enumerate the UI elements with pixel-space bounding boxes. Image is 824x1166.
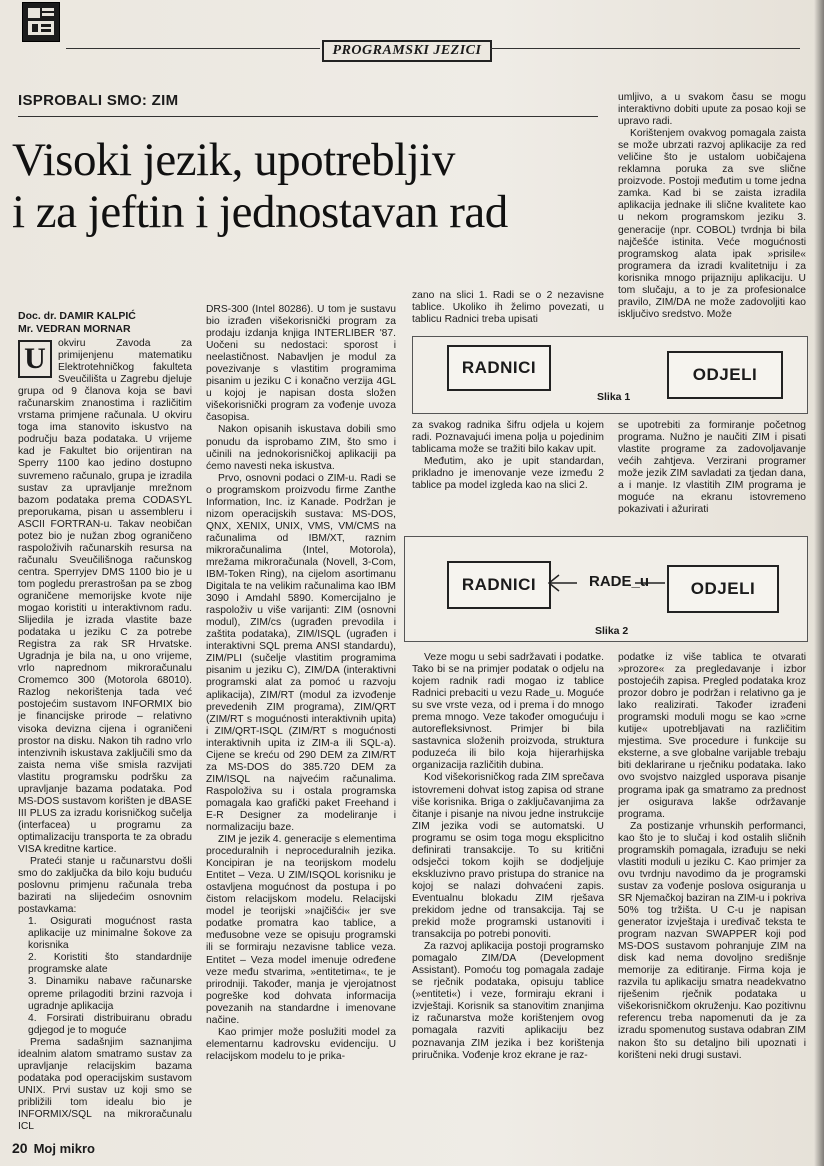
page-footer bbox=[12, 1140, 212, 1156]
paragraph: U okviru Zavoda za primijenjenu matematiku Elektrotehničkog fakulteta Sveučilišta u Zagrebu djeluje grupa od 9 članova koja se bavi računarskim znanostima i različitim vrstama primjene računala. U okviru toga ima stanovito iskustvo na području baza podataka. U vrijeme kad je Fakultet bio orijentiran na Sperry 1100 kao jedino dostupno suvremeno računalo, grupa je izradila sustav za upravljanje mrežnom bazom podataka prema CODASYL preporukama, pisan u assembleru i ASCII FORTRAN-u. Takav neobičan potez bio je nužan zbog ograničeno raspoloživih računarskih resursa na računalu Sveučilišnoga računskog centra. Sperryjev DMS 1100 bio je u tom pogledu prerastrošan pa se zbog ograničene memorijske kvote nije mogao koristiti u interaktivnom radu. Slijedila je izrada vlastite baze podataka u jeziku C za potrebe Registra za rak SR Hrvatske. Ugradnja je bila na, u ono vrijeme, vrlo naprednom mikroračunalu Cromemco 300 (Motorola 68010). Razlog nekorištenja tada već postojećim sustavom INFORMIX bio je financijske prirode – relativno visoka devizna cijena i ograničeni prostor na disku. Nakon tih radno vrlo intenzivnih iskustava zaključili smo da zaista nema više smisla razvijati vlastitu programsku podršku za upravljanje bazama podataka. Pod MS-DOS sustavom korišten je dBASE III PLUS za izradu korisničkog sučelja (interfacea) u programu za optimalizaciju transporta te za obradu VISA kreditne kartice. bbox=[18, 338, 192, 855]
relationship-label: RADE_u bbox=[588, 573, 649, 590]
paragraph: Veze mogu u sebi sadržavati i podatke. Tako bi se na primjer podatak o odjelu na kojem radnik radi mogao iz tablice Radnici prebaciti u vezu Rade_u. Moguće su sve vrste veza, od i prema i do mnogo prema mnogo. Veze također omogućuju i autorefleksivnost. Primjer bi bila sastavnica složenih proizvoda, struktura poduzeća ili bilo koja hijerarhijska organizacija različitih dubina. bbox=[412, 652, 604, 772]
column-3-mid bbox=[412, 420, 604, 530]
kicker: ISPROBALI SMO: ZIM bbox=[18, 92, 179, 109]
headline-line-2: i za jeftin i jednostavan rad bbox=[12, 186, 508, 238]
list-item: 2. Koristiti što standardnije programske alate bbox=[28, 952, 192, 976]
drop-cap: U bbox=[18, 340, 52, 378]
paragraph: Prvo, osnovni podaci o ZIM-u. Radi se o programskom proizvodu firme Zanthe Information, Inc. iz Kanade. Podržan je nizom operacijskih sustava: MS-DOS, QNX, XENIX, UNIX, VMS, VM/CMS na računalima od IBM/XT, raznim mikroračunalima (Intel, Motorola), mrežama mikroračunala (Novell, 3-Com, IBM-Token Ring), na cijelom asortimanu Digitala te na velikim računalima kao IBM 3090 i Amdahl 5890. Komercijalno je raspoloživ u više varijanti: ZIM (osnovni modul), ZIM/cs (ugrađen prevodila i zaštita podataka), ZIM/ISQL (ugrađen i interaktivni SQL prema ANSI standardu), ZIM/PLI (sučelje vlastitim programima pisanim u jeziku C), ZIM/DA (interaktivni programski alat za pomoć u razvoju aplikacija), ZIM/RT (modul za izvođenje prevedenih ZIM programa), ZIM/QRT (ZIM/RT s mogućnosti interaktivnih upita) i ZIM/QRT-ISQL (ZIM/RT s mogućnosti interaktivnih upita iz ZIM-a ili SQL-a). Cijene se kreću od 290 DEM za ZIM/RT za MS-DOS do 385.720 DEM za ZIM/ISQL na najvećim računalima. Raspoloživa su i ostala programska pomagala kao grafički paket Freehand i E-R Designer za modeliranje i normalizaciju baze. bbox=[206, 472, 396, 834]
headline-line-1: Visoki jezik, upotrebljiv bbox=[12, 134, 455, 186]
table-box-radnici: RADNICI bbox=[447, 561, 551, 609]
column-2 bbox=[206, 304, 396, 1134]
paragraph: Prateći stanje u računarstvu došli smo do zaključka da bilo koju buduću poslovnu primjenu računala treba bazirati na slijedećim osnovnim postavkama: bbox=[18, 856, 192, 916]
column-4-bottom bbox=[618, 652, 806, 1134]
list-item: 3. Dinamiku nabave računarske opreme prilagoditi brzini razvoja i ugradnje aplikacija bbox=[28, 976, 192, 1012]
paragraph: Korištenjem ovakvog pomagala zaista se može ubrzati razvoj aplikacije za red veličine što je ustalom uobičajena reklamna poruka za sve slične proizvode. Postoji međutim u tome jedna zamka. Kad bi se zaista izradila aplikacija jednake ili slične kvalitete kao u nekom programskom jeziku 3. generacije (npr. COBOL) tvrdnja bi bila najčešće istinita. Veće mogućnosti programskog alata ipak »prisile« programera da izradi kvalitetniju i za korisnika mnogo prijazniju aplikaciju. U tom slučaju, a to je za profesionalce pravilo, ZIM/DA ne može zadovoljiti kao isključivo sredstvo. Može bbox=[618, 128, 806, 320]
paragraph: Nakon opisanih iskustava dobili smo ponudu da isprobamo ZIM, što smo i učinili na jednokorisničkoj aplikaciji pa ćemo navesti neka iskustva. bbox=[206, 424, 396, 472]
column-3-top bbox=[412, 290, 604, 330]
paragraph: Međutim, ako je upit standardan, prikladno je imenovanje veze između 2 tablice pa model izgleda kao na slici 2. bbox=[412, 456, 604, 492]
figure-caption: Slika 2 bbox=[595, 625, 629, 637]
column-3-bottom bbox=[412, 652, 604, 1134]
paragraph: se upotrebiti za formiranje početnog programa. Nužno je naučiti ZIM i pisati vlastite programe za zadovoljavanje većih zahtjeva. Verzirani programer može jezik ZIM savladati za tjedan dana, a i manje. Iz vlastitih ZIM programa je moguće na ekranu istovremeno pokazivati i ažurirati bbox=[618, 420, 806, 516]
paragraph: Kao primjer može poslužiti model za elementarnu kadrovsku evidenciju. U relacijskom modelu to je prika- bbox=[206, 1026, 396, 1062]
list-item: 1. Osigurati mogućnost rasta aplikacije uz minimalne šokove za korisnika bbox=[28, 916, 192, 952]
paragraph: Prema sadašnjim saznanjima idealnim alatom smatramo sustav za upravljanje relacijskim bazama podataka pod operacijskim sustavom UNIX. Prvi sustav uz koji smo se približili tom idealu bio je INFORMIX/SQL na mikroračunalu ICL bbox=[18, 1036, 192, 1133]
header-rule-right bbox=[490, 48, 800, 49]
table-box-radnici: RADNICI bbox=[447, 345, 551, 391]
figure-2 bbox=[404, 536, 808, 642]
column-4-mid bbox=[618, 420, 806, 530]
section-header: PROGRAMSKI JEZICI bbox=[322, 40, 492, 62]
magazine-name: Moj mikro bbox=[33, 1141, 95, 1156]
column-4-top bbox=[618, 92, 806, 332]
paragraph: podatke iz više tablica te otvarati »prozore« za pregledavanje i izbor postojećih zapisa. Pregled podataka kroz prozor dobro je podržan i relativno ga je lako realizirati. Također izrađeni programski moduli mogu se kao »crne kutije« upotrebljavati na različitim mjestima. Sve procedure i funkcije su eksterne, a sve globalne varijable trebaju biti deklarirane u rječniku podataka. Iako ovo svojstvo naizgled usporava pisanje programa ipak ga smatramo za prednost jer osigurava lakše održavanje programa. bbox=[618, 652, 806, 820]
paragraph: Kod višekorisničkog rada ZIM sprečava istovremeni dohvat istog zapisa od strane više korisnika. Briga o zaključavanjima za čitanje i pisanje na nivou jedne instrukcije ZIM jezika vodi se automatski. U programu se osim toga mogu eksplicitno definirati transakcije. To su kritični odsječci tokom kojih se dodjeljuje ekskluzivno pravo pristupa do stranice na kojoj se nalazi dohvaćeni zapis. Eventualnu blokadu ZIM rješava prekidom jedne od transakcija. Taj se prekid može programski ustanoviti i transakcija po potrebi ponoviti. bbox=[412, 772, 604, 941]
column-1 bbox=[18, 338, 192, 1134]
kicker-rule bbox=[18, 116, 598, 117]
paragraph: ZIM je jezik 4. generacije s elementima proceduralnih i neproceduralnih jezika. Koncipiran je na teorijskom modelu Entitet – Veza. U ZIM/ISQOL korisniku je ostavljena mogućnost da postupa i po čistom relacijskom modelu. Relacijski model je teorijski »najčišći« jer sve podatke promatra kao tablice, a međusobne veze se opisuju programski ili se formiraju nezavisne tablice veza. Entitet – Veza model imenuje određene veze među stvarima, »entitetima«, te je prirodniji. Također, manja je vjerojatnost pogreške kod dohvata informacija povezanih na standardne i imenovane načine. bbox=[206, 834, 396, 1026]
byline bbox=[18, 310, 218, 336]
figure-1 bbox=[412, 336, 808, 414]
table-box-odjeli: ODJELI bbox=[667, 565, 779, 613]
paragraph: DRS-300 (Intel 80286). U tom je sustavu bio izrađen višekorisnički program za prodaju izdanja knjiga INTERLIBER '87. Uočeni su nedostaci: sporost i neelastičnost. Nabavljen je modul za povezivanje s vlastitim programima pisanim u jeziku C i konačno verzija 4GL u kojoj je napisan dosta složen višekorisnički program za vođenje uvoza časopisa. bbox=[206, 304, 396, 424]
author-2: Mr. VEDRAN MORNAR bbox=[18, 323, 131, 335]
author-1: Doc. dr. DAMIR KALPIĆ bbox=[18, 310, 136, 322]
page-title bbox=[12, 134, 612, 238]
paragraph: umljivo, a u svakom času se mogu interaktivno dobiti upute za posao koji se upravo radi. bbox=[618, 92, 806, 128]
paragraph: Za postizanje vrhunskih performanci, kao što je to slučaj i kod ostalih sličnih programskih pomagala, izrađuju se neki vlastiti moduli u jeziku C. Kao primjer za ovu tvrdnju navodimo da je programski sustav za vođenje poslova osiguranja u SR Njemačkoj baziran na ZIM-u i pokriva 50% tog tržišta. U C-u je napisan generator izvještaja i uređivač teksta te program nazvan SWAPPER koji pod MS-DOS sustavom pohranjuje ZIM na disk kad nema dovoljno središnje memorije za editiranje. Firma koja je razvila tu aplikaciju smatra neadekvatno riješenim rječnik podataka u višekorisničkom okruženju. Kao pozitivnu referencu treba napomenuti da je za izradu spomenutog sustava odabran ZIM nakon što su detaljno bili upoznati i korišteni neki drugi sustavi. bbox=[618, 820, 806, 1061]
paragraph: Za razvoj aplikacija postoji programsko pomagalo ZIM/DA (Development Assistant). Pomoću tog pomagala zadaje se rječnik podataka, opisuju tablice (»entiteti«) i veze, formiraju ekrani i izvještaji. Korisnik sa stanovitim znanjima iz računarstva može korištenjem ovog pomagala razviti aplikaciju bez poznavanja ZIM jezika i bez korištenja priručnika. Vođenje kroz ekrane je raz- bbox=[412, 941, 604, 1061]
computer-logo-icon bbox=[22, 2, 60, 42]
paragraph: za svakog radnika šifru odjela u kojem radi. Poznavajući imena polja u pojedinim tablicama može se tražiti bilo kakav upit. bbox=[412, 420, 604, 456]
paragraph: zano na slici 1. Radi se o 2 nezavisne tablice. Ukoliko ih želimo povezati, u tablicu Radnici treba upisati bbox=[412, 290, 604, 326]
list-item: 4. Forsirati distribuiranu obradu gdjegod je to moguće bbox=[28, 1012, 192, 1036]
table-box-odjeli: ODJELI bbox=[667, 351, 783, 399]
page-edge-shadow bbox=[814, 0, 824, 1166]
figure-caption: Slika 1 bbox=[597, 391, 631, 403]
page-number: 20 bbox=[12, 1140, 28, 1156]
header-rule-left bbox=[66, 48, 320, 49]
